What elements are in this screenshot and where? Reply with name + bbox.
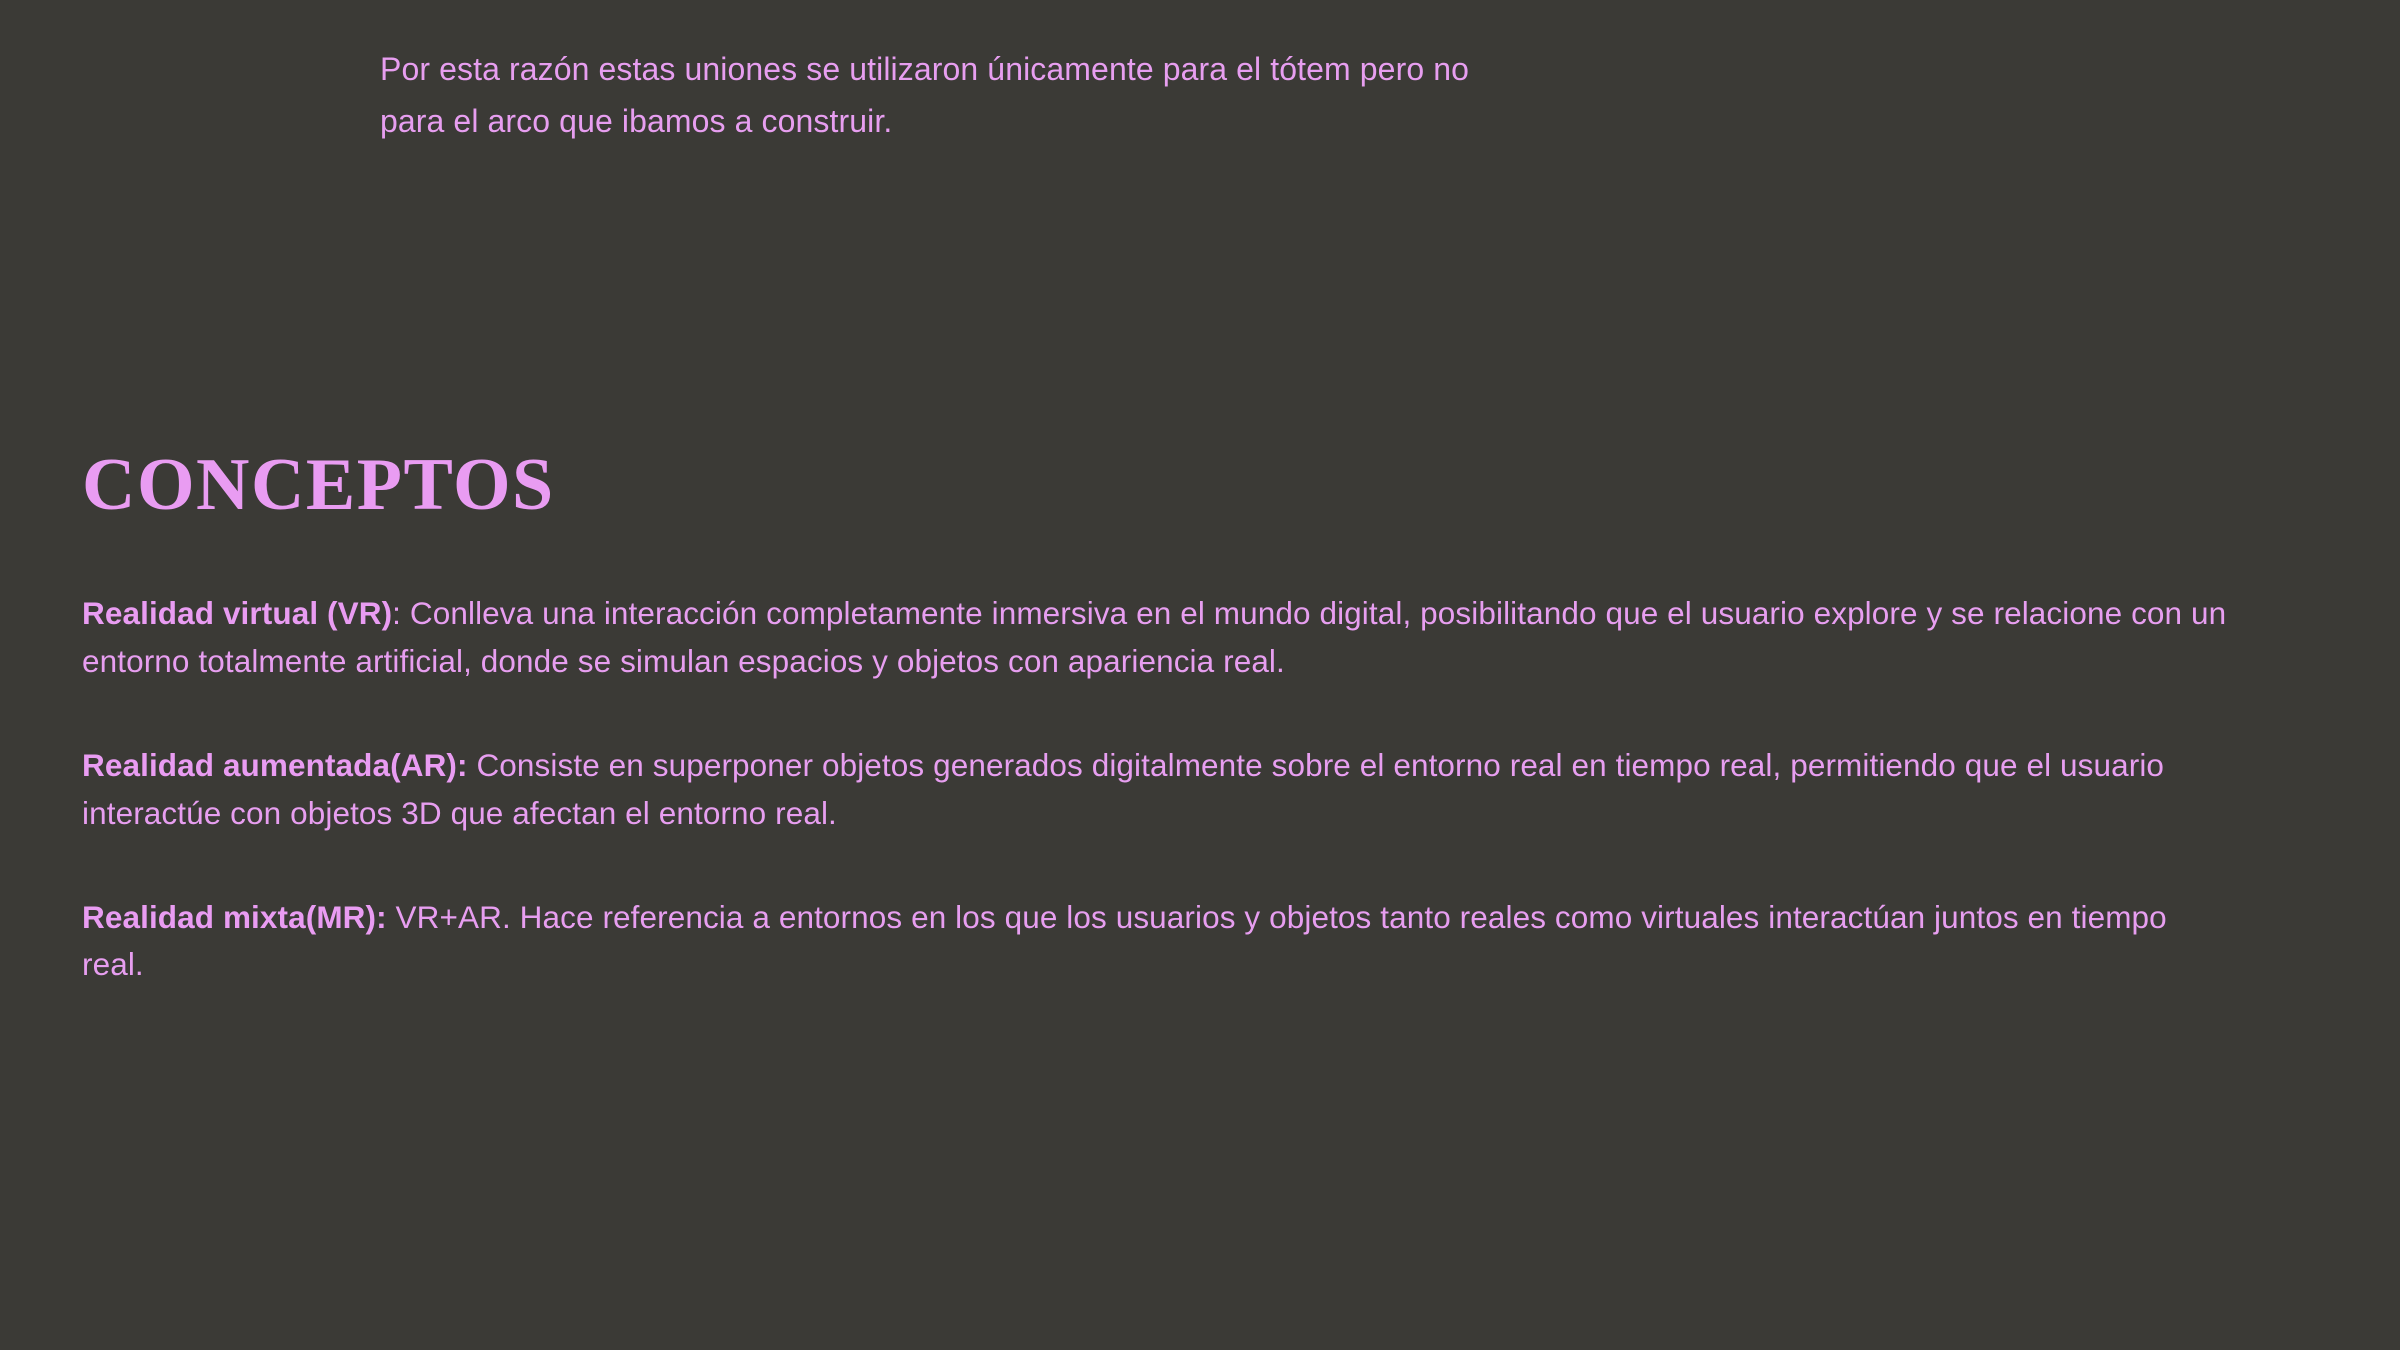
concept-item [82,742,2277,838]
concept-separator: : [392,595,402,631]
intro-paragraph [380,44,2020,148]
intro-line-1: Por esta razón estas uniones se utilizaron únicamente para el tótem pero no [380,51,1470,87]
concepts-list [82,590,2322,989]
concept-item [82,590,2272,686]
concept-definition: Conlleva una interacción completamente inmersiva en el mundo digital, posibilitando que el usuario explore y se relacione con un entorno totalmente artificial, donde se simulan espacios y objetos con apariencia real. [82,595,2227,679]
concept-definition: Consiste en superponer objetos generados digitalmente sobre el entorno real en tiempo real, permitiendo que el usuario interactúe con objetos 3D que afectan el entorno real. [82,746,2165,831]
page-title: CONCEPTOS [82,444,555,526]
concept-item [82,894,2232,990]
concept-definition: VR+AR. Hace referencia a entornos en los que los usuarios y objetos tanto reales como virtuales interactúan juntos en tiempo real. [82,898,2167,983]
concept-term: Realidad virtual (VR) [82,595,393,631]
intro-line-2: para el arco que ibamos a construir. [380,102,893,139]
concept-term: Realidad mixta(MR): [82,898,387,935]
concept-term: Realidad aumentada(AR): [82,746,468,783]
